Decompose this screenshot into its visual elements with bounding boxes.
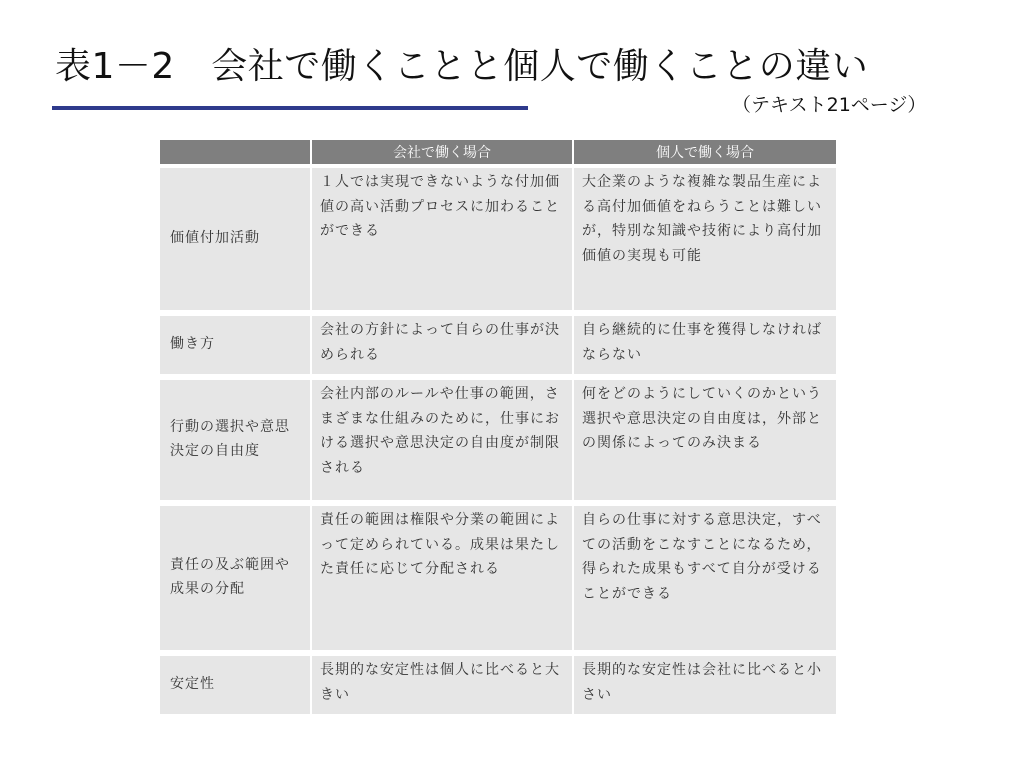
row-label: 行動の選択や意思決定の自由度 xyxy=(160,380,312,506)
individual-cell: 自ら継続的に仕事を獲得しなければならない xyxy=(574,316,836,380)
table-row xyxy=(160,380,836,506)
company-cell: 会社の方針によって自らの仕事が決められる xyxy=(312,316,574,380)
individual-cell: 自らの仕事に対する意思決定，すべての活動をこなすことになるため，得られた成果もすべて自分が受けることができる xyxy=(574,506,836,656)
company-cell: 責任の範囲は権限や分業の範囲によって定められている。成果は果たした責任に応じて分配される xyxy=(312,506,574,656)
individual-cell: 何をどのようにしていくのかという選択や意思決定の自由度は，外部との関係によってのみ決まる xyxy=(574,380,836,506)
title-underline xyxy=(52,106,528,110)
header-company: 会社で働く場合 xyxy=(312,140,574,168)
individual-cell: 長期的な安定性は会社に比べると小さい xyxy=(574,656,836,720)
table-row xyxy=(160,656,836,720)
comparison-table xyxy=(160,140,836,720)
table-row xyxy=(160,168,836,316)
header-blank xyxy=(160,140,312,168)
source-note: （テキスト21ページ） xyxy=(732,94,927,116)
company-cell: 会社内部のルールや仕事の範囲，さまざまな仕組みのために，仕事における選択や意思決定の自由度が制限される xyxy=(312,380,574,506)
table-row xyxy=(160,316,836,380)
table-header-row xyxy=(160,140,836,168)
row-label: 安定性 xyxy=(160,656,312,720)
row-label: 価値付加活動 xyxy=(160,168,312,316)
header-individual: 個人で働く場合 xyxy=(574,140,836,168)
row-label: 責任の及ぶ範囲や成果の分配 xyxy=(160,506,312,656)
row-label: 働き方 xyxy=(160,316,312,380)
slide-title: 表1－2 会社で働くことと個人で働くことの違い xyxy=(55,46,869,87)
company-cell: １人では実現できないような付加価値の高い活動プロセスに加わることができる xyxy=(312,168,574,316)
company-cell: 長期的な安定性は個人に比べると大きい xyxy=(312,656,574,720)
individual-cell: 大企業のような複雑な製品生産による高付加価値をねらうことは難しいが，特別な知識や技術により高付加価値の実現も可能 xyxy=(574,168,836,316)
table-row xyxy=(160,506,836,656)
